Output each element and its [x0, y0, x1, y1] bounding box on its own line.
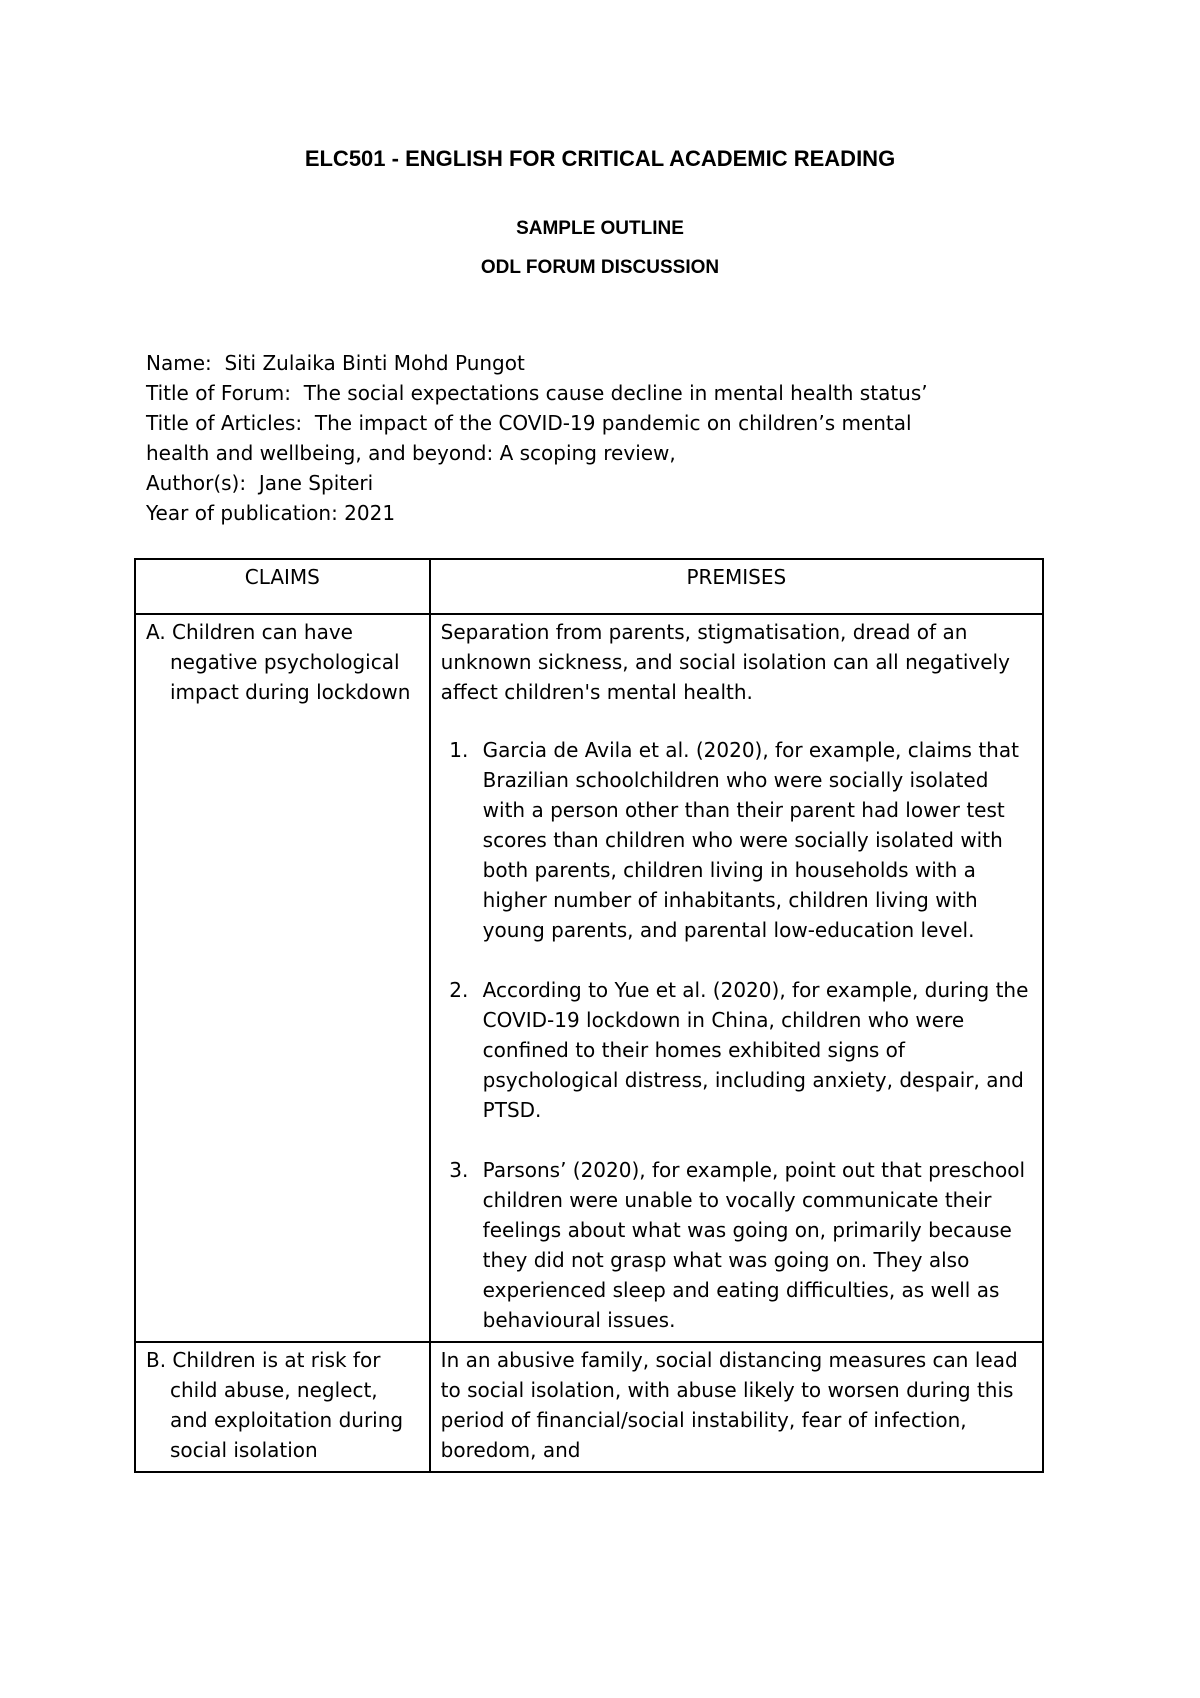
- claim-text: B. Children is at risk for child abuse, neglect, and exploitation during social isolation: [146, 1348, 404, 1462]
- subtitle-sample-outline: SAMPLE OUTLINE: [516, 218, 684, 239]
- claims-premises-table: [134, 558, 1044, 1473]
- subtitle-forum-discussion: ODL FORUM DISCUSSION: [480, 257, 720, 278]
- table-row: [135, 614, 1043, 1342]
- premise-points-list: [441, 735, 1032, 1335]
- claim-cell: [135, 1342, 430, 1472]
- premise-cell: [430, 614, 1043, 1342]
- claims-header: CLAIMS: [135, 559, 430, 614]
- forum-title: Title of Forum: The social expectations cause decline in mental health status’: [146, 381, 928, 405]
- articles-title-line-1: Title of Articles: The impact of the COVID-19 pandemic on children’s mental: [146, 411, 912, 435]
- publication-year: Year of publication: 2021: [146, 501, 396, 525]
- premise-point: 1. Garcia de Avila et al. (2020), for example, claims that Brazilian schoolchildren who were socially isolated with a person other than their parent had lower test scores than children who were socially isolated with both parents, children living in households with a higher number of inhabitants, children living with young parents, and parental low-education level.: [475, 735, 1032, 945]
- premise-intro: In an abusive family, social distancing measures can lead to social isolation, with abuse likely to worsen during this period of financial/social instability, fear of infection, boredom, and: [440, 1348, 1018, 1462]
- course-title: ELC501 - ENGLISH FOR CRITICAL ACADEMIC READING: [304, 146, 896, 171]
- premise-cell: [430, 1342, 1043, 1472]
- premise-intro: Separation from parents, stigmatisation, dread of an unknown sickness, and social isolation can all negatively affect children's mental health.: [440, 620, 1010, 704]
- premise-point: 2. According to Yue et al. (2020), for example, during the COVID-19 lockdown in China, children who were confined to their homes exhibited signs of psychological distress, including anxiety, despair, and PTSD.: [475, 975, 1032, 1125]
- student-name: Name: Siti Zulaika Binti Mohd Pungot: [146, 351, 525, 375]
- authors: Author(s): Jane Spiteri: [146, 471, 374, 495]
- premise-point: 3. Parsons’ (2020), for example, point out that preschool children were unable to vocally communicate their feelings about what was going on, primarily because they did not grasp what was going on. They also experienced sleep and eating difficulties, as well as behavioural issues.: [475, 1155, 1032, 1335]
- claim-cell: [135, 614, 430, 1342]
- claim-text: A. Children can have negative psychological impact during lockdown: [146, 620, 411, 704]
- premises-header: PREMISES: [430, 559, 1043, 614]
- document-metadata: [146, 348, 1066, 528]
- articles-title-line-2: health and wellbeing, and beyond: A scoping review,: [146, 441, 676, 465]
- table-row: [135, 1342, 1043, 1472]
- table-header-row: [135, 559, 1043, 614]
